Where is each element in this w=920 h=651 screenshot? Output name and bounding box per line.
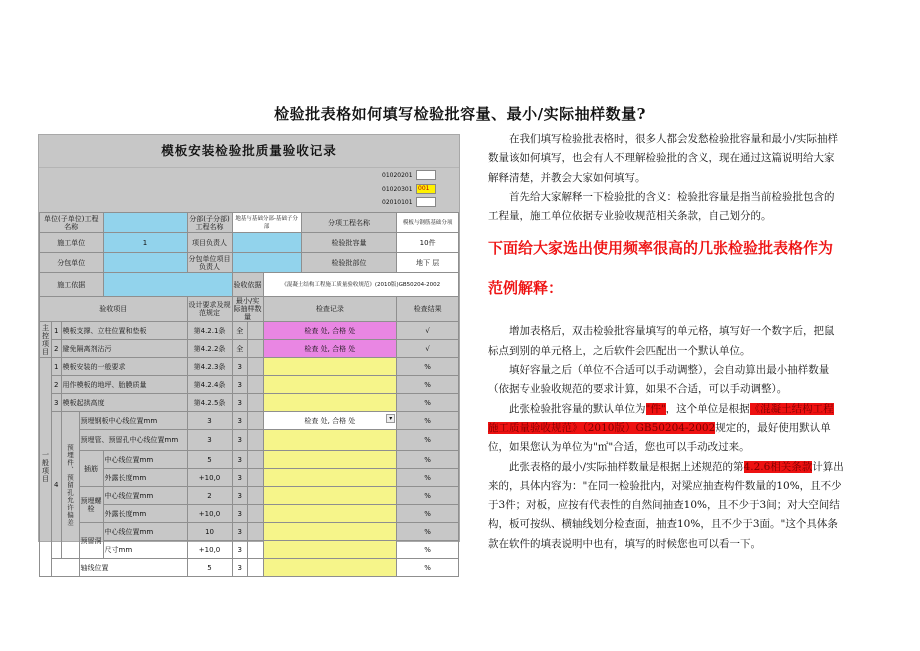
highlight-unit: "件" (645, 402, 666, 415)
row-clause: 第4.2.4条 (187, 376, 232, 394)
text-segment: 此张检验批容量的默认单位为 (509, 402, 646, 415)
embed-record[interactable] (263, 505, 397, 523)
spacer (488, 308, 844, 322)
embed-item: 中心线位置mm (103, 451, 187, 469)
paragraph-add-table: 增加表格后，双击检验批容量填写的单元格，填写好一个数字后，把鼠标点到别的单元格上，之后软件会匹配出一个默认单位。 (488, 325, 835, 357)
row-result: % (397, 559, 459, 577)
location-value[interactable]: 地下 层 (397, 253, 459, 273)
item-project-label: 分项工程名称 (301, 213, 397, 233)
row-actual-sample[interactable] (248, 322, 264, 340)
row-record[interactable] (263, 358, 397, 376)
row-actual-sample[interactable] (248, 358, 264, 376)
paragraph-definition: 首先给大家解释一下检验批的含义：检验批容量是指当前检验批包含的工程量，施工单位依据专业验收规范相关条款，自己划分的。 (488, 190, 835, 223)
row-min-sample: 全 (232, 340, 248, 358)
embed-record[interactable] (263, 487, 397, 505)
main-group-label: 主控项目 (41, 323, 50, 356)
subcontractor-label: 分包单位 (40, 253, 104, 273)
embed-record[interactable] (263, 523, 397, 541)
row-item: 模板支撑、立柱位置和垫板 (61, 322, 187, 340)
paragraph-default-unit (488, 400, 844, 458)
embed-actual-sample[interactable] (248, 505, 264, 523)
embed-value: +10,0 (187, 505, 232, 523)
row-result: √ (397, 340, 459, 358)
embed-min-sample: 3 (232, 505, 248, 523)
embed-result: % (397, 487, 459, 505)
embed-item: 预埋管、预留孔中心线位置mm (79, 430, 187, 451)
embed-min-sample: 3 (232, 487, 248, 505)
code-label: 02010101 (382, 199, 413, 206)
embed-result: % (397, 523, 459, 541)
embed-item: 中心线位置mm (103, 523, 187, 541)
col-header-design: 设计要求及规范规定 (187, 297, 232, 322)
row-record[interactable] (263, 559, 397, 577)
row-clause: 第4.2.2条 (187, 340, 232, 358)
highlight-clause: 4.2.6相关条款 (743, 460, 813, 473)
embed-actual-sample[interactable] (248, 541, 264, 559)
row-number: 4 (51, 412, 61, 559)
text-segment: ，这个单位是根据 (665, 402, 750, 415)
paragraph-intro: 在我们填写检验批表格时，很多人都会发愁检验批容量和最小/实际抽样数量该如何填写，也会有人不理解检验批的含义，现在通过这篇说明给大家解释清楚，并教会大家如何填写。 (488, 133, 839, 184)
row-number: 3 (51, 394, 61, 412)
embed-record[interactable] (263, 469, 397, 487)
pm-value[interactable] (232, 233, 301, 253)
row-record[interactable] (263, 376, 397, 394)
row-actual-sample[interactable] (248, 559, 264, 577)
row-item: 模板起拱高度 (61, 394, 187, 412)
contractor-value[interactable]: 1 (103, 233, 187, 253)
embed-result: % (397, 451, 459, 469)
row-result: √ (397, 322, 459, 340)
row-result: % (397, 376, 459, 394)
embed-actual-sample[interactable] (248, 523, 264, 541)
basis-label: 施工依据 (40, 273, 104, 297)
embed-min-sample: 3 (232, 412, 248, 430)
embed-value: 3 (187, 430, 232, 451)
row-number: 2 (51, 376, 61, 394)
row-result: % (397, 358, 459, 376)
sub-project-label: 分部(子分部)工程名称 (187, 213, 232, 233)
row-min-sample: 3 (232, 358, 248, 376)
embed-actual-sample[interactable] (248, 451, 264, 469)
paragraph-sample-rule (488, 458, 844, 554)
record-grid (39, 212, 459, 577)
embed-value: 10 (187, 523, 232, 541)
embed-subgroup: 预留洞 (79, 523, 103, 559)
highlight-standard: 《混凝土结构工程施工质量验收规范》（2010版）GB50204-2002 (488, 402, 834, 434)
subcontractor-value[interactable] (103, 253, 187, 273)
col-header-item: 验收项目 (40, 297, 188, 322)
row-value: 5 (187, 559, 232, 577)
embed-actual-sample[interactable] (248, 412, 264, 430)
page-title: 检验批表格如何填写检验批容量、最小/实际抽样数量? (274, 105, 646, 123)
embed-result: % (397, 430, 459, 451)
col-header-record: 检查记录 (263, 297, 397, 322)
embed-value: +10,0 (187, 541, 232, 559)
row-number: 1 (51, 358, 61, 376)
capacity-value[interactable]: 10件 (397, 233, 459, 253)
sheet-title: 模板安装检验批质量验收记录 (161, 143, 337, 158)
pm-label: 项目负责人 (187, 233, 232, 253)
code-cell[interactable] (416, 197, 436, 207)
embed-min-sample: 3 (232, 523, 248, 541)
row-number: 2 (51, 340, 61, 358)
embed-min-sample: 3 (232, 451, 248, 469)
inspection-record-sheet (38, 134, 460, 572)
item-project-value[interactable]: 模板与钢筋基础分项 (397, 213, 459, 233)
embed-result: % (397, 541, 459, 559)
row-record[interactable]: 检查 处, 合格 处 (263, 340, 397, 358)
row-clause: 第4.2.3条 (187, 358, 232, 376)
text-segment: 此张表格的最小/实际抽样数量是根据上述规范的第 (509, 460, 744, 473)
row-clause: 第4.2.1条 (187, 322, 232, 340)
acceptance-basis-value[interactable]: 《混凝土结构工程施工质量验收规范》(2010版)GB50204-2002 (263, 273, 458, 297)
row-actual-sample[interactable] (248, 376, 264, 394)
embed-value: 3 (187, 412, 232, 430)
row-number: 1 (51, 322, 61, 340)
col-header-sample: 最小/实际抽样数量 (233, 297, 262, 321)
general-group-label: 一般项目 (40, 358, 52, 577)
location-label: 检验批部位 (301, 253, 397, 273)
row-item: 用作模板的地坪、胎膜质量 (61, 376, 187, 394)
embed-actual-sample[interactable] (248, 469, 264, 487)
embed-subgroup: 插筋 (79, 451, 103, 487)
embed-item: 中心线位置mm (103, 487, 187, 505)
row-result: % (397, 394, 459, 412)
embed-result: % (397, 505, 459, 523)
contractor-label: 施工单位 (40, 233, 104, 253)
row-actual-sample[interactable] (248, 394, 264, 412)
code-label: 01020301 (382, 186, 413, 193)
sheet-rule (39, 167, 459, 168)
embed-value: 5 (187, 451, 232, 469)
row-min-sample: 3 (232, 559, 248, 577)
paragraph-fill-capacity: 填好容量之后（单位不合适可以手动调整），会自动算出最小抽样数量（依据专业验收规范的要求计算，如果不合适，可以手动调整）。 (488, 364, 830, 396)
row-clause: 第4.2.5条 (187, 394, 232, 412)
section-heading: 下面给大家选出使用频率很高的几张检验批表格作为范例解释： (488, 239, 834, 298)
embed-value: 2 (187, 487, 232, 505)
embed-record-dropdown[interactable] (263, 412, 397, 430)
row-item: 避免隔离剂沾污 (61, 340, 187, 358)
row-actual-sample[interactable] (248, 340, 264, 358)
sub-project-value[interactable]: 地基与基础分部-基础子分部 (232, 213, 301, 233)
row-min-sample: 3 (232, 376, 248, 394)
code-label: 01020201 (382, 172, 413, 179)
row-number (51, 559, 79, 577)
col-header-result: 检查结果 (397, 297, 459, 322)
text-segment: 计算出来的，具体内容为："在同一检验批内，对梁应抽查构件数量的10%，且不少于3件；对板，应按有代表性的自然间抽查10%，且不少于3间；对大空间结构，板可按纵、横轴线划分检查面，抽查10%，且不少于3面。"这个具体条款在软件的填表说明中也有，填写的时候您也可以看一下。 (488, 460, 844, 550)
embed-record[interactable] (263, 541, 397, 559)
article-body (488, 130, 844, 554)
sub-pm-value[interactable] (232, 253, 301, 273)
code-cell[interactable] (416, 170, 436, 180)
row-item: 轴线位置 (79, 559, 187, 577)
text-segment: 规定的，最好使用默认单位，如果您认为单位为"㎡"合适，您也可以手动改过来。 (488, 421, 831, 454)
embed-min-sample: 3 (232, 430, 248, 451)
embed-value: +10,0 (187, 469, 232, 487)
basis-value[interactable] (103, 273, 232, 297)
embed-item: 尺寸mm (103, 541, 187, 559)
embed-item: 外露长度mm (103, 505, 187, 523)
embed-min-sample: 3 (232, 541, 248, 559)
code-cell-selected[interactable]: 001 (416, 184, 436, 194)
embed-result: % (397, 412, 459, 430)
embed-actual-sample[interactable] (248, 430, 264, 451)
embed-subgroup: 预埋螺栓 (79, 487, 103, 523)
embed-item: 预埋钢板中心线位置mm (79, 412, 187, 430)
embed-min-sample: 3 (232, 469, 248, 487)
embed-record-text: 检查 处, 合格 处 (304, 416, 356, 425)
capacity-label: 检验批容量 (301, 233, 397, 253)
embed-record[interactable] (263, 430, 397, 451)
embed-actual-sample[interactable] (248, 487, 264, 505)
embed-record[interactable] (263, 451, 397, 469)
row-min-sample: 3 (232, 394, 248, 412)
unit-project-value[interactable] (103, 213, 187, 233)
embed-result: % (397, 469, 459, 487)
dropdown-arrow-icon[interactable]: ▾ (386, 414, 395, 423)
embed-item: 外露长度mm (103, 469, 187, 487)
row-min-sample: 全 (232, 322, 248, 340)
row-item: 模板安装的一般要求 (61, 358, 187, 376)
embed-group-label: 预埋件、预留孔允许偏差 (61, 412, 79, 559)
row-record[interactable]: 检查 处, 合格 处 (263, 322, 397, 340)
acceptance-basis-label: 验收依据 (232, 273, 263, 297)
sub-pm-label: 分包单位项目负责人 (188, 254, 231, 271)
unit-project-label: 单位(子单位)工程名称 (40, 213, 104, 233)
row-record[interactable] (263, 394, 397, 412)
